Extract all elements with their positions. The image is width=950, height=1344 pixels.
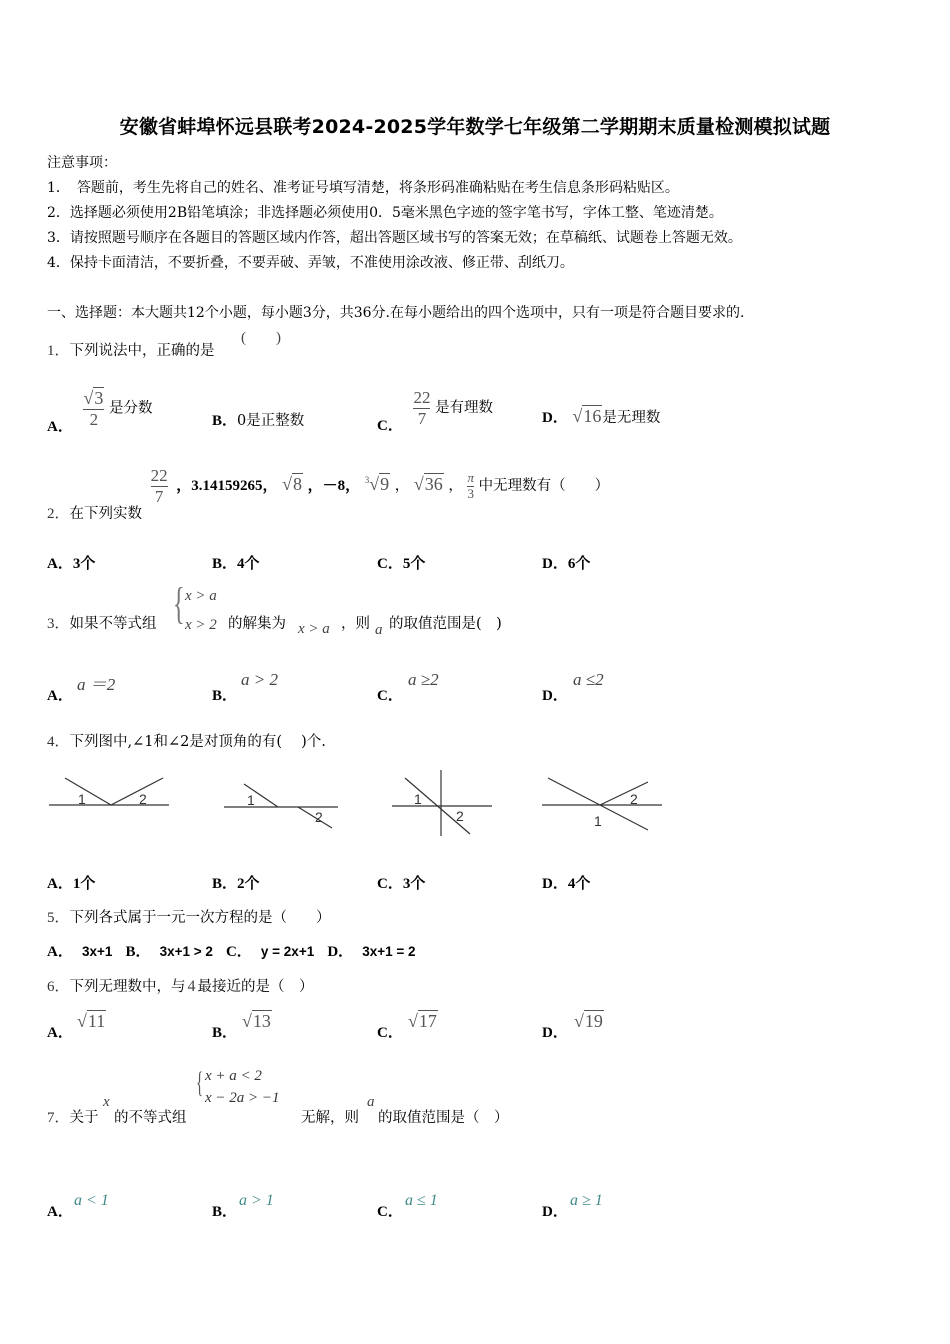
system-line-1: x + a < 2 bbox=[205, 1068, 262, 1084]
section-heading: 一、选择题：本大题共12个小题，每小题3分，共36分.在每小题给出的四个选项中，只有一项是符合题目要求的. bbox=[47, 305, 745, 321]
square-root: √36 bbox=[413, 474, 443, 495]
option-c: C．5个 bbox=[377, 556, 426, 572]
option-a: a ＝2 bbox=[77, 675, 116, 694]
figure-3 bbox=[388, 766, 498, 838]
question-number: 2． bbox=[47, 506, 70, 523]
question-text: 如果不等式组 bbox=[69, 616, 157, 632]
system-line-1: x > a bbox=[185, 588, 217, 604]
option-b: B．4个 bbox=[212, 556, 260, 572]
option-label: C． bbox=[225, 944, 252, 960]
solution-set: x > a bbox=[298, 621, 330, 637]
option-c: y = 2x+1 bbox=[260, 944, 315, 959]
question-text: 下列说法中，正确的是 bbox=[69, 343, 215, 359]
note-item: 4．保持卡面清洁，不要折叠，不要弄破、弄皱，不准使用涂改液、修正带、刮纸刀。 bbox=[47, 255, 574, 271]
variable-x: x bbox=[103, 1094, 110, 1110]
fraction bbox=[413, 388, 430, 428]
fraction bbox=[467, 471, 474, 502]
question-6 bbox=[47, 975, 314, 996]
angle-label-1: 1 bbox=[414, 791, 422, 807]
option-c bbox=[377, 388, 494, 435]
question-text: ，3.14159265， bbox=[176, 478, 278, 495]
option-label: B． bbox=[212, 413, 238, 429]
option-b: 3x+1 > 2 bbox=[159, 944, 213, 959]
option-c: a ≥2 bbox=[408, 670, 439, 689]
question-text: 关于 bbox=[69, 1110, 99, 1126]
question-text: 无解，则 bbox=[301, 1110, 359, 1126]
question-3-text bbox=[47, 612, 157, 633]
option-d: D．4个 bbox=[542, 876, 591, 892]
option-d: √19 bbox=[574, 1011, 603, 1031]
question-1 bbox=[47, 339, 215, 360]
option-label: D． bbox=[542, 410, 568, 426]
fraction bbox=[151, 466, 168, 506]
fraction: $\frac{√3}{2}$ bbox=[83, 388, 104, 429]
option-d: 3x+1 = 2 bbox=[362, 944, 416, 959]
option-b-label: B． bbox=[212, 1204, 238, 1220]
question-text: ， bbox=[394, 478, 410, 495]
question-text: ，则 bbox=[341, 616, 370, 632]
question-5 bbox=[47, 906, 331, 927]
angle-label-1: 1 bbox=[78, 791, 86, 807]
option-text: 是无理数 bbox=[602, 410, 661, 426]
question-4 bbox=[47, 730, 326, 751]
note-item: 2．选择题必须使用2B铅笔填涂；非选择题必须使用0．5毫米黑色字迹的签字笔书写，字体工整、笔迹清楚。 bbox=[47, 205, 723, 221]
option-label: C． bbox=[377, 418, 403, 435]
denominator: 7 bbox=[417, 408, 427, 428]
option-c: √17 bbox=[408, 1011, 437, 1031]
option-label: B． bbox=[125, 944, 151, 960]
numerator: π bbox=[467, 469, 474, 485]
angle-label-2: 2 bbox=[315, 809, 323, 825]
angle-label-1: 1 bbox=[594, 813, 602, 829]
radicand: 11 bbox=[87, 1011, 106, 1031]
numerator: 22 bbox=[150, 466, 168, 485]
angle-label-2: 2 bbox=[630, 791, 638, 807]
option-d-label: D． bbox=[542, 1204, 568, 1220]
option-a bbox=[47, 388, 153, 435]
question-text: 的取值范围是( ) bbox=[389, 616, 502, 632]
question-text: 的不等式组 bbox=[114, 1110, 187, 1126]
option-a-label: A． bbox=[47, 1204, 73, 1220]
figure-4 bbox=[538, 770, 666, 832]
question-text: 下列无理数中，与 bbox=[69, 979, 186, 995]
variable-a: a bbox=[367, 1094, 375, 1110]
option-b: a > 1 bbox=[239, 1192, 274, 1209]
option-d: a ≤2 bbox=[573, 670, 604, 689]
option-c-label: C． bbox=[377, 688, 403, 704]
option-label: A． bbox=[47, 418, 73, 435]
option-b: a > 2 bbox=[241, 670, 278, 689]
option-b-label: B． bbox=[212, 1025, 238, 1041]
answer-parentheses: ( ) bbox=[241, 330, 281, 346]
root-index: 3 bbox=[364, 475, 370, 486]
option-b: √13 bbox=[242, 1011, 271, 1031]
option-label: A． bbox=[47, 944, 73, 960]
square-root: √16 bbox=[572, 406, 602, 426]
option-c: C．3个 bbox=[377, 876, 426, 892]
option-label: D． bbox=[327, 944, 354, 960]
radicand: 16 bbox=[583, 406, 602, 426]
option-d-label: D． bbox=[542, 688, 568, 704]
option-a: 3x+1 bbox=[81, 944, 113, 959]
system-line-2: x > 2 bbox=[185, 617, 217, 633]
angle-label-1: 1 bbox=[247, 792, 255, 808]
question-text: 的解集为 bbox=[228, 616, 286, 632]
radicand: 19 bbox=[584, 1011, 603, 1031]
question-text: 下列图中,∠1和∠2是对顶角的有( )个. bbox=[69, 734, 326, 750]
question-text: 在下列实数 bbox=[69, 506, 143, 523]
question-7 bbox=[47, 1106, 99, 1127]
option-a-label: A． bbox=[47, 1025, 73, 1041]
question-number: 1． bbox=[47, 343, 70, 359]
note-item: 3．请按照题号顺序在各题目的答题区域内作答，超出答题区域书写的答案无效；在草稿纸、试题卷上答题无效。 bbox=[47, 230, 742, 246]
question-number: 4． bbox=[47, 734, 70, 750]
question-text: 中无理数有（ ） bbox=[478, 478, 610, 495]
option-b-label: B． bbox=[212, 688, 238, 704]
question-number: 5． bbox=[47, 910, 70, 926]
question-text: ，－8， bbox=[307, 478, 361, 495]
angle-label-2: 2 bbox=[139, 791, 147, 807]
option-c-label: C． bbox=[377, 1025, 403, 1041]
option-text: 是有理数 bbox=[435, 400, 494, 417]
question-text: 最接近的是（ ） bbox=[197, 979, 314, 995]
option-b: B．2个 bbox=[212, 876, 260, 892]
radicand: 9 bbox=[380, 474, 390, 495]
cube-root: $^3$√9 bbox=[364, 474, 390, 495]
question-number: 7． bbox=[47, 1110, 70, 1126]
question-number: 6． bbox=[47, 979, 70, 995]
system-brace: { bbox=[196, 1066, 204, 1099]
denominator: 7 bbox=[154, 486, 164, 506]
option-text: 是分数 bbox=[108, 400, 153, 417]
number-four: 4 bbox=[187, 978, 196, 995]
variable-a: a bbox=[375, 622, 383, 638]
denominator: 2 bbox=[89, 409, 99, 429]
angle-label-2: 2 bbox=[456, 808, 464, 824]
option-a: a < 1 bbox=[74, 1192, 109, 1209]
option-a: A．1个 bbox=[47, 876, 96, 892]
figure-2 bbox=[220, 770, 345, 830]
radicand: 17 bbox=[418, 1011, 437, 1031]
option-a-label: A． bbox=[47, 688, 73, 704]
option-a: A．3个 bbox=[47, 556, 96, 572]
option-d bbox=[542, 406, 660, 427]
option-a: √11 bbox=[77, 1011, 106, 1031]
q5-options bbox=[47, 940, 416, 961]
question-number: 3． bbox=[47, 616, 70, 632]
radicand: 36 bbox=[424, 474, 443, 495]
option-b bbox=[212, 409, 304, 430]
option-c-label: C． bbox=[377, 1204, 403, 1220]
denominator: 3 bbox=[467, 485, 474, 501]
radicand: 8 bbox=[293, 474, 302, 495]
page-title: 安徽省蚌埠怀远县联考2024-2025学年数学七年级第二学期期末质量检测模拟试题 bbox=[119, 116, 831, 138]
numerator: 22 bbox=[413, 388, 431, 407]
option-d-label: D． bbox=[542, 1025, 568, 1041]
square-root: √8 bbox=[282, 474, 302, 495]
notes-heading: 注意事项： bbox=[47, 155, 117, 171]
system-line-2: x − 2a > −1 bbox=[205, 1090, 280, 1106]
system-brace: { bbox=[173, 579, 185, 628]
question-text: 的取值范围是（ ） bbox=[378, 1110, 509, 1126]
question-2 bbox=[47, 466, 610, 523]
option-text: 0是正整数 bbox=[237, 413, 305, 429]
option-d: a ≥ 1 bbox=[570, 1192, 603, 1209]
radicand: 13 bbox=[252, 1011, 271, 1031]
question-text: 下列各式属于一元一次方程的是（ ） bbox=[69, 910, 331, 926]
option-c: a ≤ 1 bbox=[405, 1192, 438, 1209]
figure-1 bbox=[45, 770, 175, 820]
radicand: 3 bbox=[94, 388, 104, 408]
note-item: 1． 答题前，考生先将自己的姓名、准考证号填写清楚，将条形码准确粘贴在考生信息条形码粘贴区。 bbox=[47, 180, 679, 196]
question-text: ， bbox=[448, 478, 463, 495]
option-d: D．6个 bbox=[542, 556, 591, 572]
